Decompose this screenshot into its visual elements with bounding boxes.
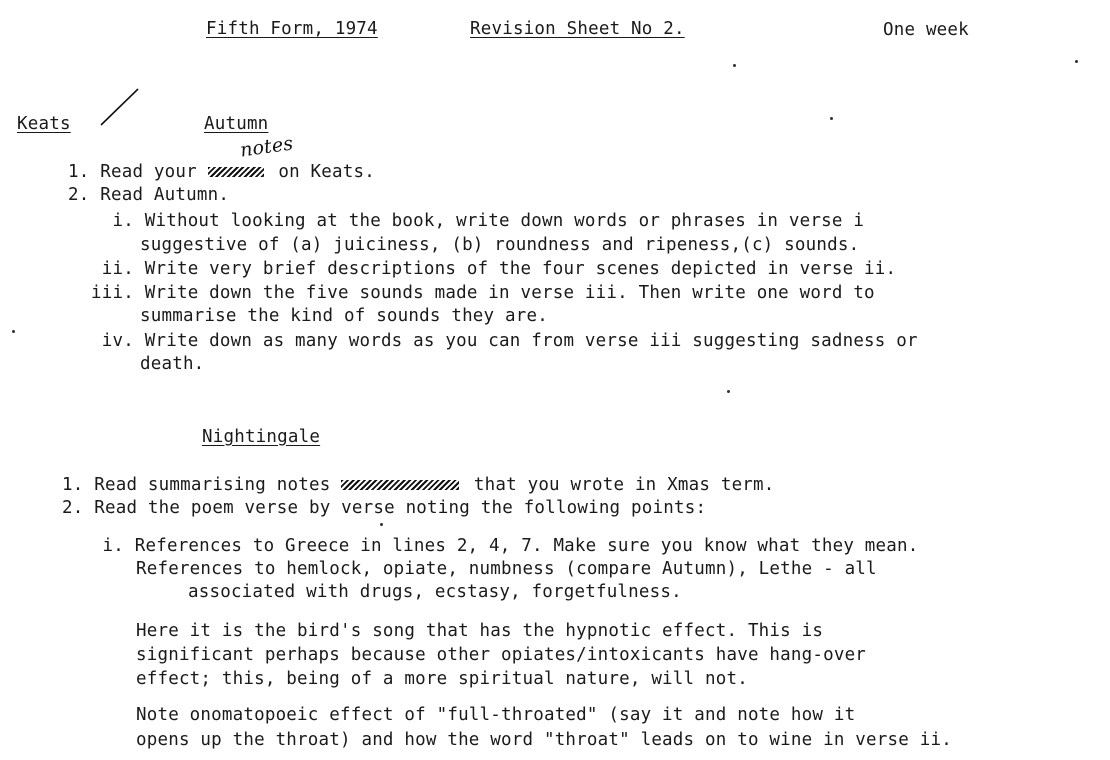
- keats-subitem-iv: [88, 330, 918, 352]
- subitem-number: iv.: [101, 331, 134, 351]
- item-text: Read Autumn.: [100, 185, 230, 205]
- keats-subitem-ii: [88, 258, 896, 280]
- nightingale-point-i-line-3: associated with drugs, ecstasy, forgetfulness.: [188, 582, 682, 602]
- scan-speck: [380, 523, 383, 526]
- keats-subitem-i: [104, 210, 864, 232]
- sheet-subtitle: Revision Sheet No 2.: [470, 19, 685, 39]
- nightingale-item-1: [62, 474, 775, 496]
- subitem-number: ii.: [101, 259, 134, 279]
- item-text-pre: Read summarising notes: [94, 475, 342, 495]
- nightingale-point-i-line-2: References to hemlock, opiate, numbness (compare Autumn), Lethe - all: [136, 559, 877, 579]
- poem-heading-nightingale: Nightingale: [202, 427, 321, 447]
- scan-speck: [733, 64, 736, 67]
- nightingale-point-i: [100, 535, 918, 557]
- poem-heading-autumn: Autumn: [204, 114, 269, 134]
- item-text-post: that you wrote in Xmas term.: [463, 475, 775, 495]
- keats-subitem-iv-cont: death.: [140, 354, 205, 374]
- subitem-text: Write down the five sounds made in verse iii. Then write one word to: [144, 283, 875, 303]
- point-text: References to Greece in lines 2, 4, 7. Make sure you know what they mean.: [134, 536, 919, 556]
- author-heading: Keats: [17, 114, 71, 134]
- item-text-post: on Keats.: [267, 162, 375, 182]
- nightingale-item-2: [62, 497, 706, 519]
- item-text: Read the poem verse by verse noting the following points:: [94, 498, 707, 518]
- keats-subitem-iii: [78, 282, 875, 304]
- item-number: 1.: [62, 475, 84, 495]
- sheet-duration: One week: [883, 20, 969, 40]
- paragraph-1-line-2: significant perhaps because other opiates/intoxicants have hang-over: [136, 645, 867, 665]
- tick-mark-icon: [98, 86, 142, 128]
- crossed-out-word: [208, 167, 264, 177]
- point-number: i.: [102, 536, 124, 556]
- item-number: 1.: [68, 162, 90, 182]
- item-text-pre: Read your: [100, 162, 208, 182]
- item-number: 2.: [62, 498, 84, 518]
- scan-speck: [12, 330, 15, 333]
- subitem-text: Write down as many words as you can from verse iii suggesting sadness or: [144, 331, 918, 351]
- scan-speck: [830, 117, 833, 120]
- handwritten-note: notes: [238, 132, 295, 162]
- crossed-out-word: [341, 480, 459, 490]
- scan-speck: [1075, 60, 1078, 63]
- subitem-text: Without looking at the book, write down words or phrases in verse i: [144, 211, 865, 231]
- keats-item-2: [68, 184, 229, 206]
- paragraph-1-line-1: Here it is the bird's song that has the hypnotic effect. This is: [136, 621, 824, 641]
- subitem-number: i.: [112, 211, 134, 231]
- subitem-number: iii.: [91, 283, 134, 303]
- scan-speck: [727, 390, 730, 393]
- subitem-text: Write very brief descriptions of the four scenes depicted in verse ii.: [144, 259, 897, 279]
- paragraph-2-line-2: opens up the throat) and how the word "throat" leads on to wine in verse ii.: [136, 730, 952, 750]
- keats-subitem-iii-cont: summarise the kind of sounds they are.: [140, 306, 548, 326]
- keats-subitem-i-cont: suggestive of (a) juiciness, (b) roundness and ripeness,(c) sounds.: [140, 235, 860, 255]
- sheet-title: Fifth Form, 1974: [206, 19, 378, 39]
- keats-item-1: [68, 161, 375, 183]
- paragraph-1-line-3: effect; this, being of a more spiritual nature, will not.: [136, 669, 748, 689]
- paragraph-2-line-1: Note onomatopoeic effect of "full-throated" (say it and note how it: [136, 705, 856, 725]
- item-number: 2.: [68, 185, 90, 205]
